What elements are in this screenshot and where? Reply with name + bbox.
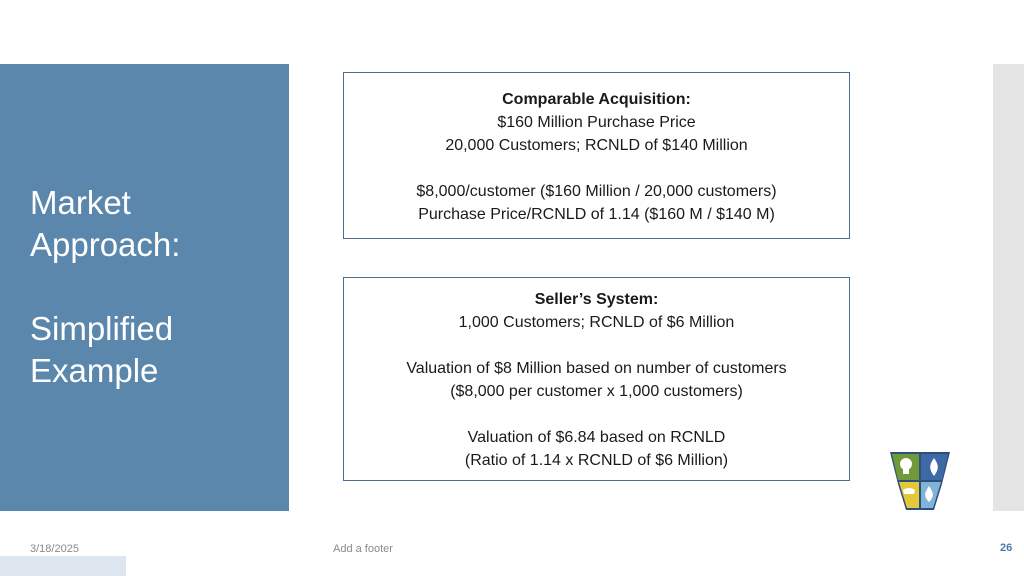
comparable-line-1: $160 Million Purchase Price: [497, 114, 696, 131]
seller-heading: Seller’s System:: [534, 291, 659, 308]
bottom-left-decor-bar: [0, 556, 126, 576]
comparable-acquisition-box: [343, 72, 850, 239]
slide-title: [30, 182, 280, 392]
title-line-2: Approach:: [30, 226, 181, 263]
seller-line-4: Valuation of $6.84 based on RCNLD: [467, 429, 726, 446]
comparable-line-3: $8,000/customer ($160 Million / 20,000 customers): [416, 183, 777, 200]
footer-date: 3/18/2025: [30, 543, 79, 555]
seller-system-box: [343, 277, 850, 481]
seller-line-2: Valuation of $8 Million based on number of customers: [406, 360, 787, 377]
comparable-line-4: Purchase Price/RCNLD of 1.14 ($160 M / $140 M): [418, 206, 775, 223]
comparable-line-2: 20,000 Customers; RCNLD of $140 Million: [445, 137, 748, 154]
comparable-heading: Comparable Acquisition:: [502, 91, 691, 108]
footer-text: Add a footer: [333, 543, 393, 555]
utility-commission-logo-icon: [888, 450, 952, 512]
subtitle-line-2: Example: [30, 352, 159, 389]
seller-line-3: ($8,000 per customer x 1,000 customers): [450, 383, 743, 400]
page-number: 26: [1000, 542, 1013, 554]
subtitle-line-1: Simplified: [30, 310, 174, 347]
seller-line-1: 1,000 Customers; RCNLD of $6 Million: [458, 314, 735, 331]
right-decor-strip: [993, 64, 1024, 511]
seller-line-5: (Ratio of 1.14 x RCNLD of $6 Million): [464, 452, 729, 469]
title-line-1: Market: [30, 184, 131, 221]
